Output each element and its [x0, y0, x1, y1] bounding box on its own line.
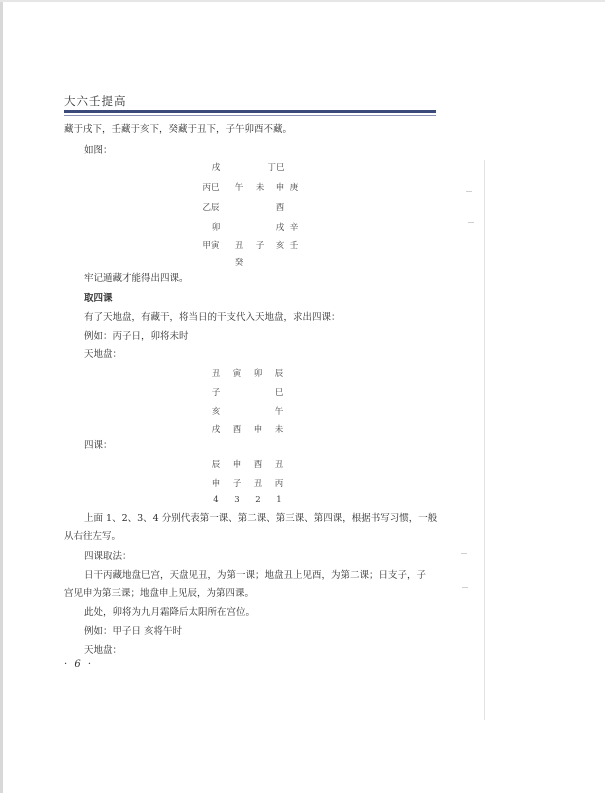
figure2-cell: 午 — [274, 407, 284, 417]
page-number: · 6 · — [64, 659, 94, 670]
figure2-cell: 卯 — [253, 369, 263, 379]
scan-mark — [466, 191, 472, 192]
text-line-12: 日干丙藏地盘巳宫，天盘见丑，为第一课；地盘丑上见酉，为第二课；日支子，子 — [84, 570, 427, 581]
text-line-2: 如图： — [84, 145, 113, 156]
four-lessons-cell: 子 — [232, 479, 242, 489]
text-line-9: 上面 1、2、3、4 分别代表第一课、第二课、第三课、第四课，根据书写习惯，一般 — [84, 513, 438, 524]
four-lessons-cell: 丑 — [274, 460, 284, 470]
figure1-cell: 卯 — [211, 223, 221, 233]
scan-mark — [461, 553, 467, 554]
figure1-cell: 壬 — [289, 241, 299, 251]
figure2-cell: 巳 — [274, 388, 284, 398]
figure1-cell: 戌 — [275, 223, 285, 233]
text-line-16: 天地盘： — [84, 645, 123, 656]
running-header-title: 大六壬提高 — [64, 94, 127, 108]
figure2-cell: 申 — [253, 425, 263, 435]
figure2-cell: 辰 — [274, 369, 284, 379]
header-rule-thin — [64, 115, 436, 116]
figure1-cell: 甲寅 — [202, 241, 220, 251]
four-lessons-cell: 酉 — [253, 460, 263, 470]
scan-mark — [462, 587, 468, 588]
figure1-cell: 子 — [255, 241, 265, 251]
text-line-14: 此处，卯将为九月霜降后太阳所在宫位。 — [84, 607, 256, 618]
figure1-cell: 丁巳 — [267, 163, 285, 173]
page-top-edge — [0, 0, 605, 2]
text-line-3: 牢记遁藏才能得出四课。 — [84, 273, 189, 284]
lesson-number: 3 — [234, 495, 240, 505]
figure1-cell: 亥 — [275, 241, 285, 251]
lesson-number: 2 — [255, 495, 261, 505]
text-line-15: 例如：甲子日 亥将午时 — [84, 626, 183, 637]
figure1-cell: 庚 — [289, 183, 299, 193]
figure1-cell: 乙辰 — [202, 203, 220, 213]
four-lessons-cell: 辰 — [211, 460, 221, 470]
figure1-cell: 丙巳 — [202, 183, 220, 193]
four-lessons-cell: 丑 — [253, 479, 263, 489]
header-rule-thick — [64, 110, 436, 113]
figure2-cell: 戌 — [211, 425, 221, 435]
text-line-6: 例如：丙子日，卯将未时 — [84, 331, 189, 342]
figure1-cell: 癸 — [234, 258, 244, 268]
scan-mark — [468, 222, 474, 223]
figure1-cell: 午 — [234, 183, 244, 193]
four-lessons-cell: 申 — [232, 460, 242, 470]
lesson-number: 1 — [276, 495, 282, 505]
text-line-13: 宫见申为第三课；地盘申上见辰，为第四课。 — [64, 588, 255, 599]
page-right-edge — [484, 160, 485, 720]
page-left-edge — [0, 0, 3, 793]
figure1-cell: 丑 — [234, 241, 244, 251]
figure1-cell: 酉 — [275, 203, 285, 213]
text-line-8: 四课： — [84, 440, 113, 451]
text-line-5: 有了天地盘，有藏干，将当日的干支代入天地盘，求出四课： — [84, 312, 341, 323]
figure1-cell: 辛 — [289, 223, 299, 233]
text-line-1: 藏于戌下，壬藏于亥下，癸藏于丑下，子午卯酉不藏。 — [64, 124, 293, 135]
figure2-cell: 丑 — [211, 369, 221, 379]
figure2-cell: 未 — [274, 425, 284, 435]
figure1-cell: 戌 — [211, 163, 221, 173]
figure2-cell: 亥 — [211, 407, 221, 417]
figure2-cell: 寅 — [232, 369, 242, 379]
section-heading-four-lessons: 取四课 — [84, 293, 113, 304]
figure2-cell: 酉 — [232, 425, 242, 435]
figure1-cell: 申 — [275, 183, 285, 193]
four-lessons-cell: 申 — [211, 479, 221, 489]
text-line-10: 从右往左写。 — [64, 531, 122, 542]
text-line-11: 四课取法： — [84, 551, 132, 562]
figure2-cell: 子 — [211, 388, 221, 398]
four-lessons-cell: 丙 — [274, 479, 284, 489]
lesson-number: 4 — [213, 495, 219, 505]
figure1-cell: 未 — [255, 183, 265, 193]
text-line-7: 天地盘： — [84, 349, 123, 360]
